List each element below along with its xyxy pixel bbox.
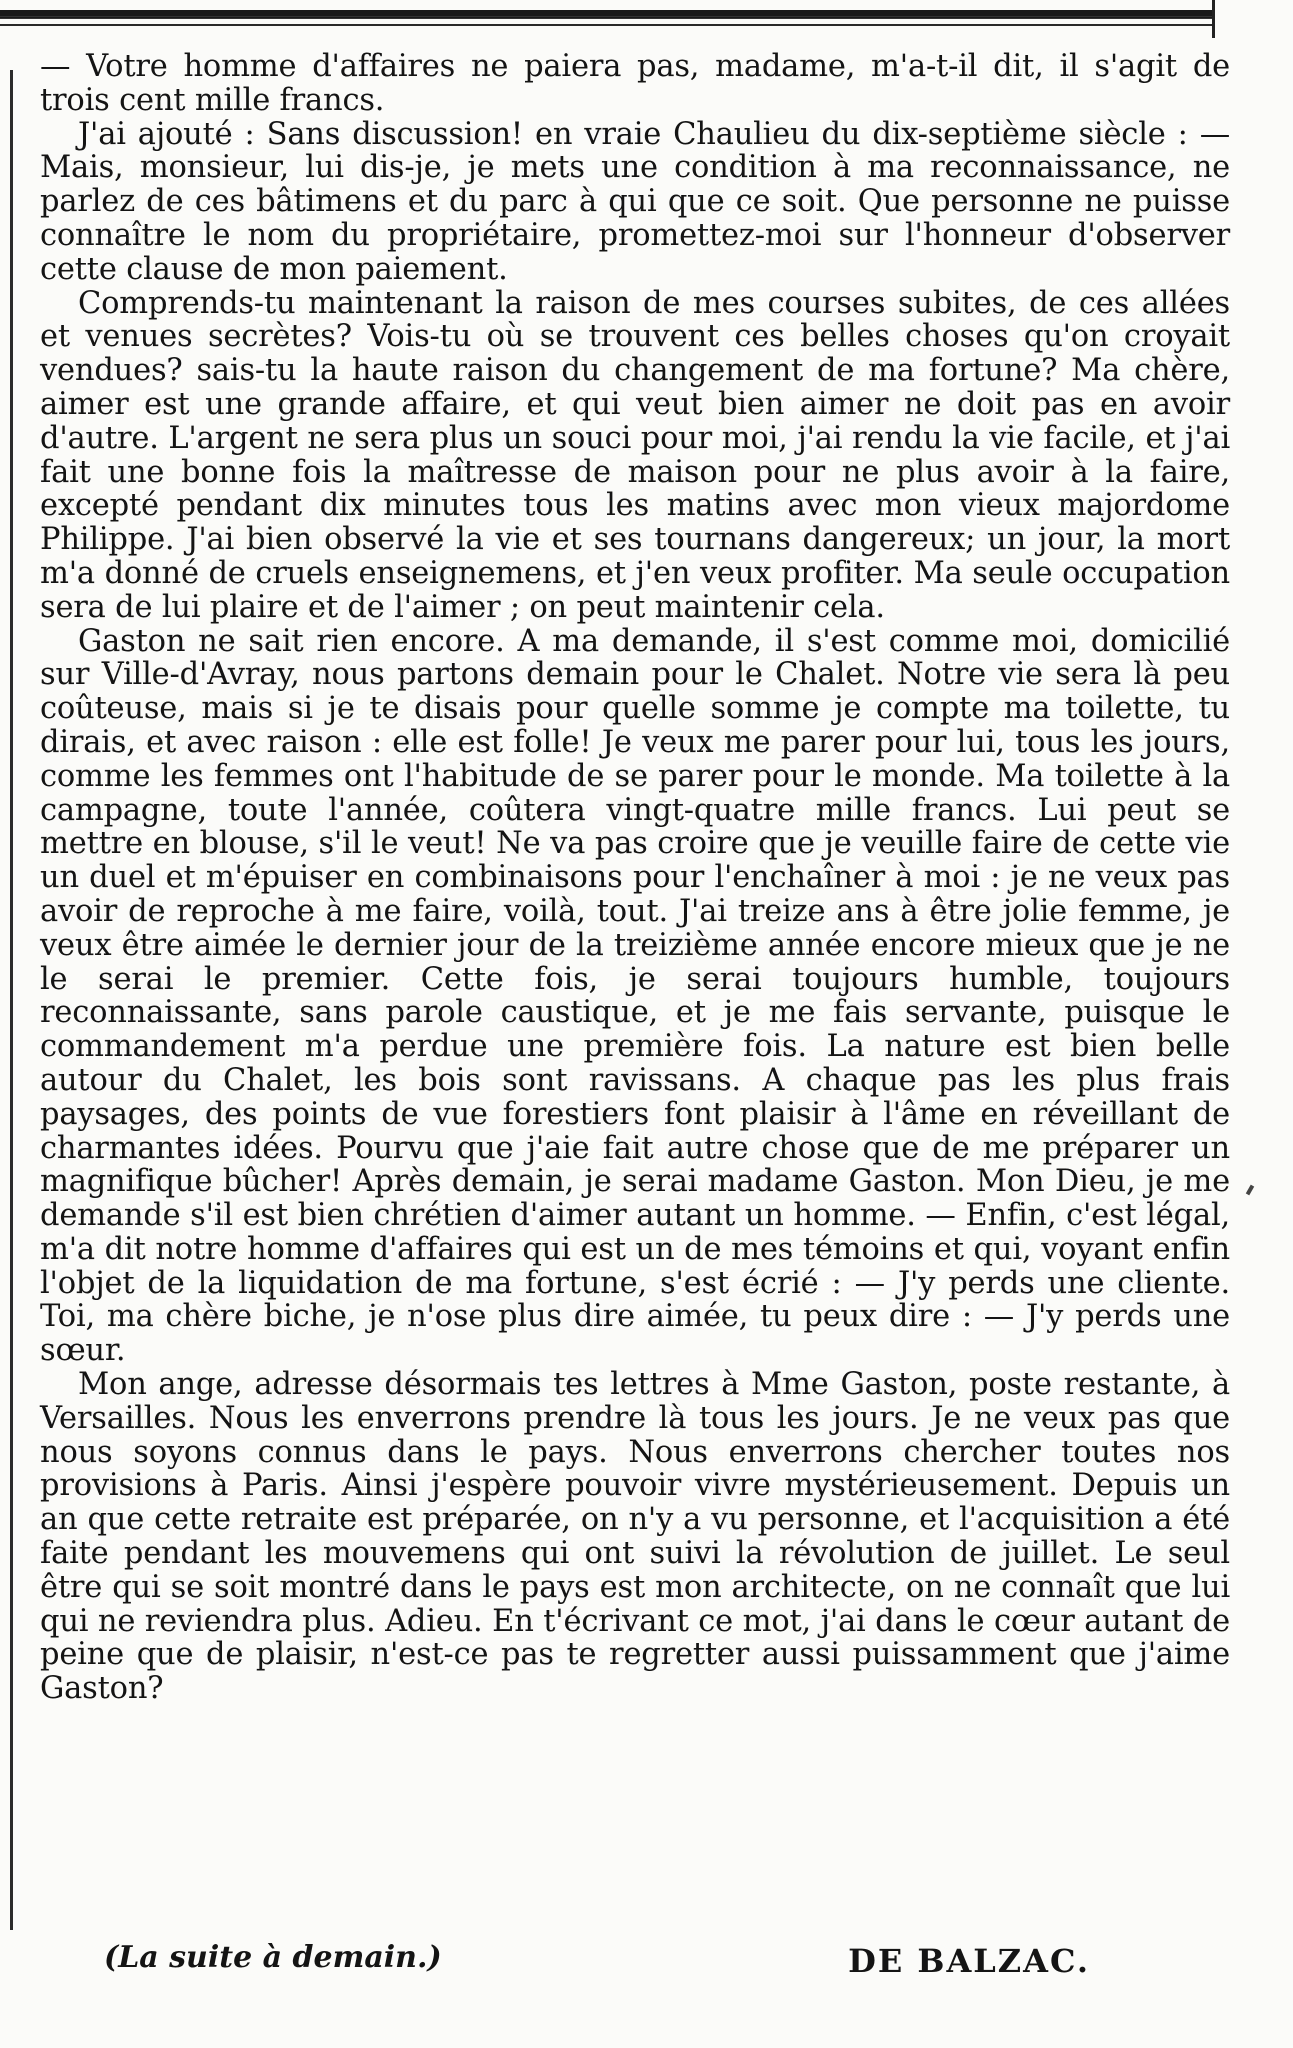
top-rule (0, 10, 1215, 19)
top-rule-thin (0, 24, 1215, 26)
paragraph: Mon ange, adresse désormais tes lettres à Mme Gaston, poste restante, à Versailles. Nous les enverrons prendre là tous les jours. Je ne veux pas que nous soyons connus dans le pays. Nous enverrons chercher toutes nos provisions à Paris. Ainsi j'espère pouvoir vivre mystérieusement. Depuis un an que cette retraite est préparée, on n'y a vu personne, et l'acquisition a été faite pendant les mouvemens qui ont suivi la révolution de juillet. Le seul être qui se soit montré dans le pays est mon architecte, on ne connaît que lui qui ne reviendra plus. Adieu. En t'écrivant ce mot, j'ai dans le cœur autant de peine que de plaisir, n'est-ce pas te regretter aussi puissamment que j'aime Gaston? (40, 1367, 1230, 1707)
paragraph: J'ai ajouté : Sans discussion! en vraie Chaulieu du dix-septième siècle : — Mais, monsieur, lui dis-je, je mets une condition à ma reconnaissance, ne parlez de ces bâtimens et du parc à qui que ce soit. Que personne ne puisse connaître le nom du propriétaire, promettez-moi sur l'honneur d'observer cette clause de mon paiement. (40, 116, 1230, 287)
paragraph: Comprends-tu maintenant la raison de mes courses subites, de ces allées et venues secrètes? Vois-tu où se trouvent ces belles choses qu'on croyait vendues? sais-tu la haute raison du changement de ma fortune? Ma chère, aimer est une grande affaire, et qui veut bien aimer ne doit pas en avoir d'autre. L'argent ne sera plus un souci pour moi, j'ai rendu la vie facile, et j'ai fait une bonne fois la maîtresse de maison pour ne plus avoir à la faire, excepté pendant dix minutes tous les matins avec mon vieux majordome Philippe. J'ai bien observé la vie et ses tournans dangereux; un jour, la mort m'a donné de cruels enseignemens, et j'en veux profiter. Ma seule occupation sera de lui plaire et de l'aimer ; on peut maintenir cela. (40, 285, 1230, 625)
paragraph: Gaston ne sait rien encore. A ma demande, il s'est comme moi, domicilié sur Ville-d'Avray, nous partons demain pour le Chalet. Notre vie sera là peu coûteuse, mais si je te disais pour quelle somme je compte ma toilette, tu dirais, et avec raison : elle est folle! Je veux me parer pour lui, tous les jours, comme les femmes ont l'habitude de se parer pour le monde. Ma toilette à la campagne, toute l'année, coûtera vingt-quatre mille francs. Lui peut se mettre en blouse, s'il le veut! Ne va pas croire que je veuille faire de cette vie un duel et m'épuiser en combinaisons pour l'enchaîner à moi : je ne veux pas avoir de reproche à me faire, voilà, tout. J'ai treize ans à être jolie femme, je veux être aimée le dernier jour de la treizième année encore mieux que je ne le serai le premier. Cette fois, je serai toujours humble, toujours reconnaissante, sans parole caustique, et je me fais servante, puisque le commandement m'a perdue une première fois. La nature est bien belle autour du Chalet, les bois sont ravissans. A chaque pas les plus frais paysages, des points de vue forestiers font plaisir à l'âme en réveillant de charmantes idées. Pourvu que j'aie fait autre chose que de me préparer un magnifique bûcher! Après demain, je serai madame Gaston. Mon Dieu, je me demande s'il est bien chrétien d'aimer autant un homme. — Enfin, c'est légal, m'a dit notre homme d'affaires qui est un de mes témoins et qui, voyant enfin l'objet de la liquidation de ma fortune, s'est écrié : — J'y perds une cliente. Toi, ma chère biche, je n'ose plus dire aimée, tu peux dire : — J'y perds une sœur. (40, 623, 1230, 1369)
print-speck (1246, 1185, 1254, 1196)
signoff-line (40, 1940, 1230, 1980)
column-rule-top-right (1212, 0, 1215, 38)
article-column (40, 50, 1230, 1706)
paragraph: — Votre homme d'affaires ne paiera pas, madame, m'a-t-il dit, il s'agit de trois cent mille francs. (40, 49, 1230, 118)
author-signature: DE BALZAC. (848, 1942, 1090, 1980)
column-rule-left (10, 70, 13, 1930)
continuation-note: (La suite à demain.) (104, 1940, 442, 1975)
